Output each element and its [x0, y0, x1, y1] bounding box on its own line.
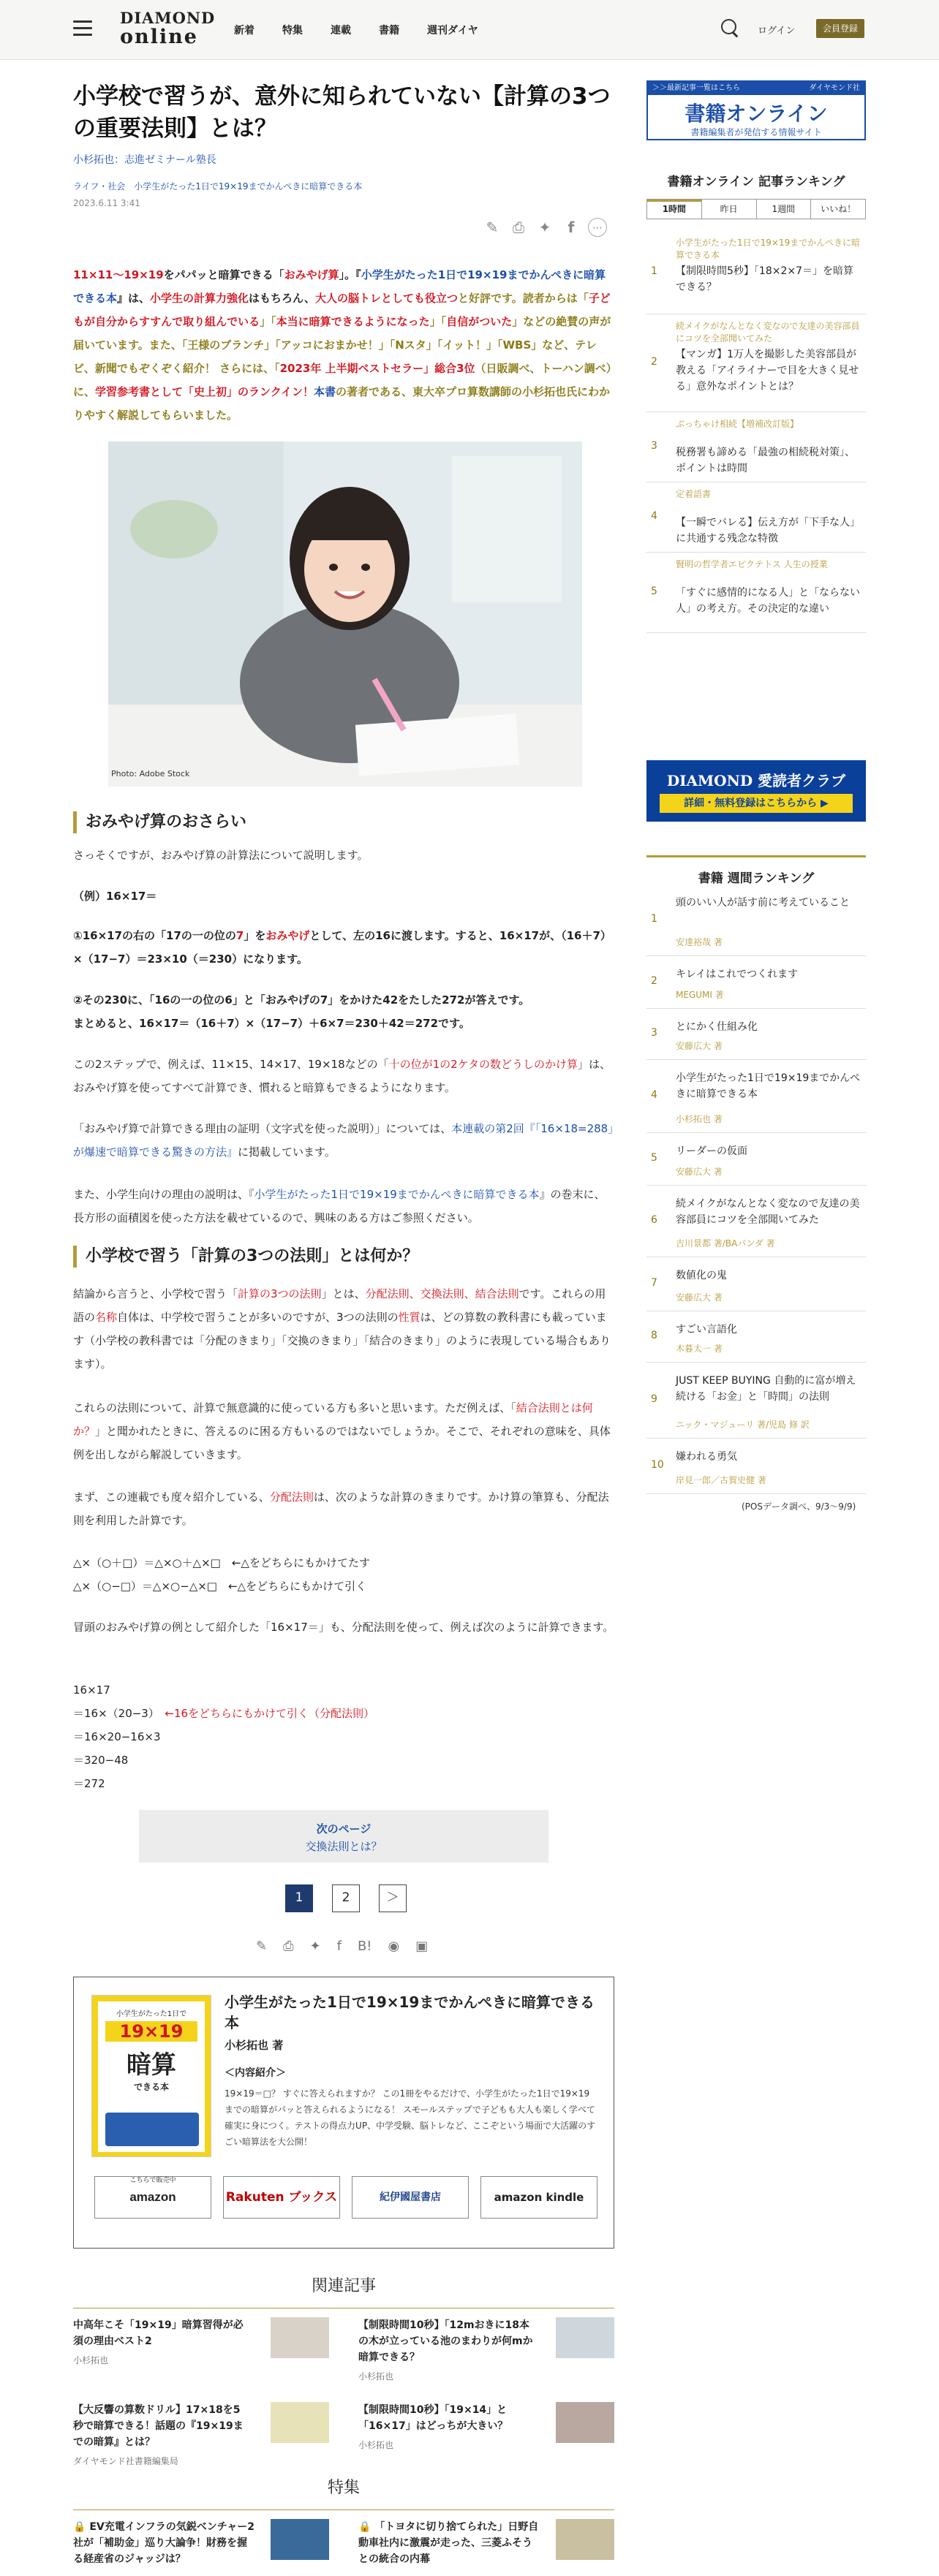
related-item-author: 小杉拓也 — [358, 2440, 394, 2450]
tab-1hour[interactable]: 1時間 — [647, 200, 702, 219]
weekly-item[interactable] — [646, 1133, 866, 1186]
weekly-author: MEGUMI 著 — [676, 990, 724, 1000]
search-icon[interactable] — [721, 19, 740, 38]
related-item-author: ダイヤモンド社書籍編集局 — [73, 2456, 178, 2466]
site-logo[interactable] — [120, 9, 216, 50]
lead-segment: と好評です。読者からは「 — [457, 292, 589, 305]
twitter-icon[interactable]: ✦ — [538, 219, 551, 236]
banner-top — [648, 82, 864, 95]
facebook-icon[interactable]: f — [336, 1939, 342, 1954]
next-label: 次のページ — [316, 1822, 372, 1836]
book-title[interactable]: 小学生がたった1日で19×19までかんぺきに暗算できる本 — [225, 1993, 595, 2031]
book-intro: 19×19＝□？ すぐに答えられますか？ この1冊をやるだけで、小学生がたった1日で19×19までの暗算がパッと答えられるようになる！ スモールステップで子どもも大人も楽しく学べて確実に身につく。テストの得点力UP、中学受験、脳トレなど、ここぞという場面で大活躍のすごい暗算法を大公開！ — [225, 2088, 596, 2147]
p5-text3: です。これらの用語の — [73, 1287, 606, 1324]
related-thumb[interactable] — [556, 2402, 614, 2443]
weekly-author: 安達裕哉 著 — [676, 937, 723, 947]
rank-category: ぶっちゃけ相続【増補改訂版】 — [676, 419, 799, 429]
weekly-author: ニック・マジューリ 著/児島 修 訳 — [676, 1420, 810, 1430]
step1-omiyage: おみやげ — [265, 929, 310, 942]
p2-highlight: 十の位が1の2ケタの数どうしのかけ算 — [388, 1058, 578, 1071]
lead-segment[interactable]: 本書 — [313, 385, 336, 398]
p3-text: 「おみやげ算で計算できる理由の証明（文字式を使った説明）」については、 — [73, 1122, 452, 1135]
clip-icon[interactable]: ✎ — [486, 219, 499, 236]
logo-line2: online — [120, 26, 198, 48]
article-author[interactable]: 小杉拓也：志進ゼミナール塾長 — [73, 154, 216, 166]
rule2-note: ←△をどちらにもかけて — [216, 1580, 345, 1593]
rank-title: 「すぐに感情的になる人」と「ならない人」の考え方。その決定的な違い — [676, 587, 860, 615]
club-banner[interactable] — [646, 760, 866, 822]
ranking-title: 書籍オンライン 記事ランキング — [667, 175, 845, 189]
weekly-number: 9 — [651, 1393, 657, 1405]
share-bar — [73, 218, 614, 247]
book-author: 小杉拓也 著 — [225, 2039, 284, 2052]
p6-h: 結合法則とは何か？ — [73, 1401, 593, 1438]
rule2-formula: △×（○−□）＝△×○−△×□ — [73, 1580, 217, 1593]
p5-h2: 分配法則、交換法則、結合法則 — [365, 1287, 519, 1300]
calc-line: 16×17 — [73, 1683, 110, 1697]
feature-item[interactable] — [358, 2519, 541, 2567]
rank-category: 定着語書 — [676, 489, 712, 499]
article-lead — [73, 263, 614, 427]
cover-top: 小学生がたった1日で — [116, 2010, 187, 2018]
weekly-note: (POSデータ調べ、9/3〜9/9) — [742, 1501, 856, 1512]
weekly-title: 続メイクがなんとなく変なので友達の美容部員にコツを全部聞いてみた — [676, 1198, 860, 1226]
p5-h4: 性質 — [398, 1311, 421, 1324]
more-icon[interactable]: ⋯ — [588, 218, 607, 237]
article-date: 2023.6.11 3:41 — [73, 198, 140, 208]
weekly-number: 1 — [651, 913, 657, 925]
rank-number: 3 — [651, 440, 657, 452]
page-2[interactable]: 2 — [332, 1884, 360, 1912]
related-item[interactable] — [73, 2402, 249, 2469]
login-link[interactable]: ログイン — [758, 26, 796, 37]
tab-likes[interactable]: いいね！ — [821, 204, 856, 214]
main-nav — [234, 23, 506, 37]
next-page-arrow[interactable]: ＞ — [379, 1884, 407, 1912]
weekly-author: 吉川景都 著/BAパンダ 著 — [676, 1238, 775, 1249]
calc-line: ＝320−48 — [73, 1754, 129, 1767]
rank-title: 【マンガ】1万人を撮影した美容部員が教える「アイライナーで目を大きく見せる」意外なポイントとは？ — [676, 349, 859, 393]
ranking-item[interactable] — [646, 314, 866, 412]
weekly-number: 3 — [651, 1027, 657, 1039]
weekly-item[interactable] — [646, 1257, 866, 1311]
shop-note: こちらで販売中 — [129, 2177, 176, 2184]
rank-number: 5 — [651, 586, 657, 597]
rank-number: 2 — [651, 356, 657, 368]
weekly-title: キレイはこれでつくれます — [676, 969, 799, 980]
weekly-item[interactable] — [646, 1311, 866, 1363]
lead-segment: （日販調べ、トーハン調べ）に、 — [73, 362, 612, 398]
lock-icon: 🔒 — [73, 2521, 86, 2533]
weekly-author: 安藤広大 著 — [676, 1292, 723, 1303]
ranking-item[interactable] — [646, 553, 866, 633]
lead-segment: 2023年 上半期ベストセラー」総合3位 — [279, 362, 475, 375]
weekly-number: 8 — [651, 1330, 657, 1341]
p5-text4: 自体は、中学校で習うことが多いのですが、3つの法則の — [117, 1311, 399, 1324]
related-articles — [73, 2273, 614, 2485]
weekly-title: 小学生がたった1日で19×19までかんぺきに暗算できる本 — [676, 1072, 860, 1100]
lead-segment: 』は、 — [117, 292, 151, 305]
lead-segment: 11×11〜19×19 — [73, 268, 164, 281]
p4-text2: 』の巻末に、長方形の面積図を使った方法を載せているので、興味のある方はご参照ください。 — [73, 1188, 606, 1224]
weekly-item[interactable] — [646, 1060, 866, 1133]
section-heading-1: おみやげ算のおさらい — [73, 811, 614, 833]
p2-text2: 」は、おみやげ算を使ってすべて計算でき、慣れると暗算もできるようになります。 — [73, 1058, 611, 1094]
lead-segment: はもちろん、 — [249, 292, 315, 305]
weekly-item[interactable] — [646, 1186, 866, 1257]
lead-segment: の著者である、東大卒プロ算数講師の小杉拓也氏にわかりやすく解説してもらいました。 — [73, 385, 610, 422]
banner-main: 書籍オンライン — [685, 102, 828, 126]
lead-segment: 大人の脳トレとしても役立つ — [314, 292, 458, 305]
weekly-item[interactable] — [646, 1009, 866, 1060]
article — [73, 80, 614, 2565]
hatena-icon[interactable]: B! — [357, 1939, 372, 1954]
lead-segment[interactable]: 小学生がたった1日で19×19までかんぺきに暗算できる本 — [73, 268, 606, 305]
rank-title: 【一瞬でバレる】伝え方が「下手な人」に共通する残念な特徴 — [676, 517, 860, 545]
next-title: 交換法則とは？ — [305, 1840, 382, 1853]
next-page-link[interactable] — [139, 1810, 548, 1863]
weekly-title: リーダーの仮面 — [676, 1145, 747, 1157]
nav-new[interactable]: 新着 — [234, 25, 254, 37]
series-link[interactable]: 本連載の第2回『「16×18=288」が爆速で暗算できる驚きの方法』 — [73, 1122, 614, 1159]
feature-thumb[interactable] — [271, 2519, 329, 2560]
rule1-formula: △×（○＋□）＝△×○＋△×□ — [73, 1556, 221, 1569]
related-item[interactable] — [358, 2317, 534, 2384]
lead-segment: 学習参考書として「史上初」のランクイン！ — [95, 385, 314, 398]
club-sub: 詳細・無料登録はこちらから ▶ — [660, 794, 853, 813]
weekly-item[interactable] — [646, 1439, 866, 1494]
p5-h3: 名称 — [95, 1311, 118, 1324]
print-icon[interactable]: ⎙ — [283, 1939, 294, 1954]
p7-text2: は、次のような計算のきまりです。かけ算の筆算も、分配法則を利用した計算です。 — [73, 1490, 609, 1527]
paragraph — [73, 1183, 614, 1230]
book-link[interactable]: 小学生がたった1日で19×19までかんぺきに暗算できる本 — [254, 1188, 540, 1201]
weekly-number: 7 — [651, 1277, 657, 1289]
twitter-icon[interactable]: ✦ — [309, 1939, 321, 1954]
cover-sub: できる本 — [133, 2082, 169, 2092]
paragraph — [73, 1396, 614, 1466]
weekly-item[interactable] — [646, 884, 866, 956]
lead-segment: 」「 — [429, 315, 447, 328]
p5-h1: 計算の3つの法則 — [238, 1287, 322, 1300]
related-item-title: 【制限時間10秒】「19×14」と「16×17」はどっちが大きい？ — [358, 2404, 508, 2432]
p4-text: また、小学生向けの理由の説明は、『 — [73, 1188, 254, 1201]
rule1-note: ←△をどちらにもかけて — [220, 1556, 348, 1569]
step1-text3: として、左の16に渡します。すると、16×17が、（16＋7）×（17−7）＝23×10（＝230）になります。 — [73, 929, 611, 966]
photo-caption: Photo: Adobe Stock — [111, 769, 190, 779]
weekly-author: 安藤広大 著 — [676, 1041, 723, 1051]
calc-line: ＝272 — [73, 1777, 105, 1790]
paragraph — [73, 1485, 614, 1532]
article-title: 小学校で習うが、意外に知られていない【計算の3つの重要法則】とは？ — [73, 83, 611, 142]
ranking-item[interactable] — [646, 231, 866, 314]
ranking-tabs — [646, 199, 866, 219]
related-item[interactable] — [358, 2402, 534, 2453]
nav-weekly[interactable]: 週刊ダイヤ — [427, 25, 478, 37]
p5-text2: 」とは、 — [321, 1287, 366, 1300]
site-header — [0, 0, 939, 60]
weekly-title: JUST KEEP BUYING 自動的に富が増え続ける「お金」と「時間」の法則 — [676, 1375, 856, 1403]
lead-segment: 本当に暗算できるようになった — [276, 315, 430, 328]
lead-segment: おみやげ算 — [284, 268, 339, 281]
feature-articles — [73, 2475, 614, 2576]
tab-1week[interactable]: 1週間 — [757, 200, 812, 219]
example: （例）16×17＝ — [73, 890, 157, 903]
rule2-op: 引く — [344, 1580, 367, 1593]
weekly-title: 頭のいい人が話す前に考えていること — [676, 897, 850, 909]
book-online-banner[interactable] — [646, 80, 866, 140]
paragraph: さっそくですが、おみやげ算の計算法について説明します。 — [73, 849, 369, 862]
p6-text2: 」と聞かれたときに、答えるのに困る方もいるのではないでしょうか。そこで、それぞれの意味を、具体例を出しながら解説していきます。 — [73, 1425, 611, 1461]
calc-line — [73, 1702, 614, 1725]
lead-segment: 自信がついた — [446, 315, 513, 328]
rank-category: 続メイクがなんとなく変なので友達の美容部員にコツを全部聞いてみた — [676, 321, 860, 344]
club-main: DIAMOND 愛読者クラブ — [666, 772, 846, 789]
banner-publisher: ダイヤモンド社 — [809, 84, 860, 92]
rank-title: 【制限時間5秒】「18×2×7＝」を暗算できる？ — [676, 265, 853, 293]
rank-number: 1 — [651, 265, 657, 277]
tab-yesterday[interactable]: 昨日 — [702, 200, 757, 219]
nav-series[interactable]: 連載 — [331, 25, 351, 37]
weekly-item[interactable] — [646, 956, 866, 1009]
ranking-item[interactable] — [646, 412, 866, 482]
related-item-author: 小杉拓也 — [358, 2371, 394, 2382]
nav-books[interactable]: 書籍 — [379, 25, 399, 37]
article-photo — [108, 442, 582, 787]
p7-h: 分配法則 — [269, 1490, 314, 1504]
cover-kana: 暗算 — [127, 2050, 176, 2080]
weekly-author: 安藤広大 著 — [676, 1167, 723, 1177]
step1-text: ①16×17の右の「17の一の位の — [73, 929, 236, 942]
lead-segment: 子どもが自分からすすんで取り組んでいる — [73, 292, 611, 328]
step1-digit: 7 — [235, 929, 244, 942]
page-1[interactable]: 1 — [285, 1884, 313, 1912]
p7-text: まず、この連載でも度々紹介している、 — [73, 1490, 270, 1504]
weekly-author: 木暮太一 著 — [676, 1344, 723, 1354]
summary: まとめると、16×17＝（16＋7）×（17−7）＋6×7＝230＋42＝272です。 — [73, 1017, 470, 1030]
related-thumb[interactable] — [271, 2317, 329, 2358]
p2-text: この2ステップで、例えば、11×15、14×17、19×18などの「 — [73, 1058, 389, 1071]
weekly-number: 2 — [651, 975, 657, 987]
banner-sub: 書籍編集者が発信する情報サイト — [690, 127, 822, 137]
feature-item[interactable] — [73, 2519, 256, 2567]
weekly-author: 小杉拓也 著 — [676, 1114, 723, 1124]
weekly-ranking-title: 書籍 週間ランキング — [646, 855, 866, 886]
lead-segment: をパパッと暗算できる「 — [163, 268, 284, 281]
cover-main: 19×19 — [105, 2021, 197, 2042]
rakuten-button[interactable]: Rakuten ブックス — [223, 2176, 340, 2219]
weekly-title: 嫌われる勇気 — [676, 1451, 737, 1463]
weekly-item[interactable] — [646, 1363, 866, 1439]
print-icon[interactable]: ⎙ — [513, 219, 524, 236]
kinokuniya-button[interactable]: 紀伊國屋書店 — [352, 2176, 469, 2219]
lead-segment: 小学生の計算力強化 — [150, 292, 249, 305]
menu-icon[interactable] — [73, 20, 92, 37]
weekly-title: とにかく仕組み化 — [676, 1021, 758, 1033]
p5-text: 結論から言うと、小学校で習う「 — [73, 1287, 238, 1300]
weekly-title: 数値化の鬼 — [676, 1270, 727, 1281]
rule-sub — [73, 1575, 614, 1598]
calc2-note: ←16をどちらにもかけて引く（分配法則） — [165, 1707, 375, 1720]
feature-title: 特集 — [73, 2475, 614, 2510]
rank-category: 小学生がたった1日で19×19までかんぺきに暗算できる本 — [676, 238, 860, 260]
weekly-author: 岸見一郎／古賀史健 著 — [676, 1475, 766, 1485]
rule-add — [73, 1551, 614, 1575]
line-icon[interactable]: ◉ — [388, 1939, 400, 1954]
section-heading-2: 小学校で習う「計算の3つの法則」とは何か？ — [73, 1246, 614, 1268]
related-item-title: 中高年こそ「19×19」暗算習得が必須の理由ベスト2 — [73, 2319, 244, 2347]
step-1 — [73, 924, 614, 971]
weekly-number: 5 — [651, 1152, 657, 1164]
feature-item-title: EV充電インフラの気鋭ベンチャー2社が「補助金」巡り大論争！財務を握る経産省のジャッジは？ — [73, 2521, 255, 2565]
related-item-author: 小杉拓也 — [73, 2355, 109, 2365]
lock-icon: 🔒 — [358, 2521, 372, 2533]
logo-line1: DIAMOND — [120, 9, 216, 27]
calc-line: ＝16×20−16×3 — [73, 1730, 161, 1743]
weekly-number: 4 — [651, 1089, 657, 1101]
related-item[interactable] — [73, 2317, 249, 2368]
related-item-title: 【制限時間10秒】「12mおきに18本の木が立っている池のまわりが何mか暗算できる？ — [358, 2319, 533, 2363]
paragraph — [73, 1117, 614, 1164]
book-cover[interactable] — [91, 1995, 211, 2157]
book-intro-label: ＜内容紹介＞ — [225, 2067, 286, 2079]
amazon-label: amazon — [129, 2190, 176, 2204]
facebook-icon[interactable]: f — [567, 219, 575, 236]
amazon-button[interactable] — [94, 2176, 211, 2219]
weekly-number: 6 — [651, 1214, 657, 1226]
p6-text: これらの法則について、計算で無意識的に使っている方も多いと思います。ただ例えば、「 — [73, 1401, 516, 1414]
nav-feature[interactable]: 特集 — [282, 25, 303, 37]
step1-text2: 」を — [244, 929, 266, 942]
weekly-title: すごい言語化 — [676, 1324, 737, 1336]
related-title: 関連記事 — [73, 2273, 614, 2308]
p5-text5: は、どの算数の教科書にも載っています（小学校の教科書では「分配のきまり」「交換のきまり」「結合のきまり」のように表現している場合もあります）。 — [73, 1311, 611, 1371]
related-item-title: 【大反響の算数ドリル】17×18を5秒で暗算できる！話題の『19×19までの暗算』とは？ — [73, 2404, 244, 2448]
weekly-number: 10 — [651, 1459, 664, 1471]
book-promo — [73, 1977, 614, 2249]
clip-icon[interactable]: ✎ — [256, 1939, 268, 1954]
banner-top-text: ＞＞最新記事一覧はこちら — [652, 84, 740, 92]
related-thumb[interactable] — [556, 2317, 614, 2358]
related-thumb[interactable] — [271, 2402, 329, 2443]
lead-segment: 」「 — [260, 315, 276, 328]
paragraph — [73, 1282, 614, 1376]
share-bar-bottom — [256, 1939, 428, 1954]
paragraph: 冒頭のおみやげ算の例として紹介した「16×17＝」も、分配法則を使って、例えば次のように計算できます。 — [73, 1621, 614, 1634]
feature-item-title: 「トヨタに切り捨てられた」日野自動車社内に激震が走った、三菱ふそうとの統合の内幕 — [358, 2521, 539, 2565]
rank-title: 税務署も諦める「最強の相続税対策」、ポイントは時間 — [676, 447, 855, 474]
lead-segment: 」などの絶賛の声が届いています。また、「王様のブランチ」「アッコにおまかせ！」「Nスタ」「イット！」「WBS」など、テレビ、新聞でもぞくぞく紹介！ さらには、「 — [73, 315, 611, 375]
pagination — [285, 1884, 407, 1912]
rule1-op: たす — [347, 1556, 370, 1569]
pocket-icon[interactable]: ▣ — [415, 1939, 429, 1954]
calc2: ＝16×（20−3） — [73, 1707, 154, 1720]
kindle-button[interactable]: amazon kindle — [480, 2176, 597, 2219]
lead-segment: 」。『 — [339, 268, 361, 281]
feature-thumb[interactable] — [556, 2519, 614, 2560]
register-button[interactable]: 会員登録 — [816, 19, 864, 38]
article-category[interactable]: ライフ・社会 小学生がたった1日で19×19までかんぺきに暗算できる本 — [73, 181, 363, 192]
rank-number: 4 — [651, 510, 657, 522]
paragraph — [73, 1053, 614, 1099]
p3-text2: に掲載しています。 — [238, 1145, 336, 1159]
rank-category: 賢明の哲学者エピクテトス 人生の授業 — [676, 559, 828, 569]
step-2: ②その230に、「16の一の位の6」と「おみやげの7」をかけた42をたした272が答えです。 — [73, 993, 530, 1007]
ranking-item[interactable] — [646, 482, 866, 553]
